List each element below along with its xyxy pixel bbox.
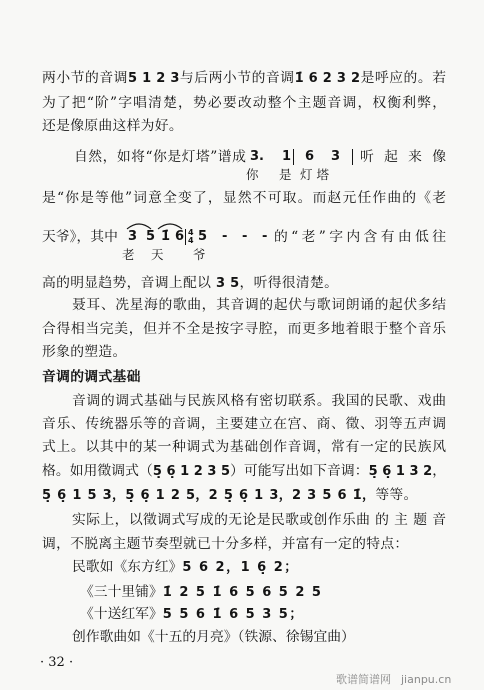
text-segment: 天爷》，其中 <box>42 229 118 245</box>
text-line: 合得相当完美，但并不全是按字寻腔，而更多地着眼于整个音乐 <box>42 321 446 337</box>
jianpu-notes: 5̣ 6̣ 1 3 2 <box>368 464 433 479</box>
text-segment: ）可能写出如下音调： <box>230 463 369 479</box>
text-line: 还是像原曲这样为好。 <box>42 118 183 134</box>
jianpu-notes: 5 1 2 3 <box>128 71 180 86</box>
jianpu-note: 6 <box>305 149 315 164</box>
text-line: 实际上，以徵调式写成的无论是民歌或创作乐曲 的 主 题 音 <box>72 512 446 528</box>
text-line: 音乐、传统器乐等的音调，主要建立在宫、商、徵、羽等五声调 <box>42 416 446 432</box>
song-title: 《三十里铺》 <box>80 584 163 600</box>
jianpu-note: 5 <box>198 229 208 244</box>
text-line: 创作歌曲如《十五的月亮》（铁源、徐锡宜曲） <box>72 629 355 645</box>
text-line: 为了把“阶”字唱清楚，势必要改动整个主题音调，权衡利弊， <box>42 95 446 111</box>
lyric: 天 <box>151 247 164 262</box>
song-title: 民歌如《东方红》 <box>72 559 183 575</box>
lyric: 你 <box>246 167 259 182</box>
text-line: 聂耳、冼星海的歌曲，其音调的起伏与歌词朗诵的起伏多结 <box>72 297 446 313</box>
text-segment: 格。如用徵调式（ <box>42 463 153 479</box>
text-line <box>42 485 418 505</box>
bar-line <box>185 229 186 245</box>
extension-dash: - <box>242 229 248 244</box>
text-line: 是“你是等他”词意全变了，显然不可取。而赵元任作曲的《老 <box>42 190 446 206</box>
text-line <box>72 557 299 577</box>
text-line <box>80 582 322 602</box>
bar-line <box>352 149 353 165</box>
lyric: 老 <box>122 247 135 262</box>
jianpu-note: 3 <box>128 229 138 244</box>
extension-dash: - <box>262 229 268 244</box>
jianpu-note: 1̇ <box>161 229 171 244</box>
time-signature-bottom: 4 <box>188 236 194 245</box>
song-title: 《十送红军》 <box>80 606 163 622</box>
jianpu-notes: 1̇ 2 5 1̇ 6 5 6 5 2 5 <box>162 585 323 600</box>
section-heading: 音调的调式基础 <box>42 369 141 385</box>
extension-dash: - <box>222 229 228 244</box>
text-segment: ，听得很清楚。 <box>239 275 339 291</box>
jianpu-note: 3 <box>331 149 341 164</box>
lyric: 是 <box>279 167 292 182</box>
text-line <box>42 68 446 88</box>
text-segment: 与后两小节的音调 <box>179 70 295 86</box>
text-segment: ， <box>432 463 447 479</box>
bar-line <box>293 149 294 165</box>
text-segment: 听起来像 <box>360 149 446 165</box>
text-line: 形象的塑造。 <box>42 344 127 360</box>
text-line <box>42 461 446 481</box>
lyric: 爷 <box>193 247 206 262</box>
text-segment: 自然，如将“你是灯塔”谱成 <box>74 149 247 165</box>
text-line: 调，不脱离主题节奏型就已十分多样，并富有一定的特点： <box>42 536 409 552</box>
text-line <box>42 273 338 293</box>
text-segment: 高的明显趋势，音调上配以 <box>42 275 212 291</box>
jianpu-note: 6 <box>175 229 185 244</box>
jianpu-notes: 5̣ 6̣ 1 5 3，5̣ 6̣ 1 2 5，2 5̣ 6̣ 1 3，2 3 5 6 1̇， <box>42 488 376 503</box>
jianpu-note: 5 <box>146 229 156 244</box>
text-segment: 是呼应的。若 <box>360 70 447 86</box>
text-segment: 等等。 <box>375 487 418 503</box>
jianpu-note: 3. <box>250 149 264 164</box>
time-signature-top: 4 <box>188 228 194 237</box>
jianpu-notes: 3 5 <box>211 276 240 291</box>
text-segment: 两小节的音调 <box>42 70 128 86</box>
time-signature <box>188 229 194 245</box>
watermark-site: 歌谱简谱网 <box>336 673 391 686</box>
jianpu-notes: 5 6 2，1 6̣ 2； <box>182 560 299 575</box>
lyric: 灯塔 <box>300 167 334 182</box>
page-number: · 32 · <box>40 655 74 670</box>
watermark-url: jianpu.cn <box>401 673 452 686</box>
jianpu-notes: 5̣ 6̣ 1 2 3 5 <box>152 464 231 479</box>
jianpu-notes: 1̇ 6 2 3 2 <box>294 71 361 86</box>
text-segment: 的“老”字内含有由低往 <box>274 229 446 245</box>
text-line: 式上。以其中的某一种调式为基础创作音调，常有一定的民族风 <box>42 439 446 455</box>
text-line <box>80 604 304 624</box>
text-line: 音调的调式基础与民族风格有密切联系。我国的民歌、戏曲 <box>72 393 446 409</box>
jianpu-note: 1 <box>282 149 292 164</box>
jianpu-notes: 5 5 6 1̇ 6 5 3 5； <box>162 607 304 622</box>
watermark <box>336 671 451 687</box>
